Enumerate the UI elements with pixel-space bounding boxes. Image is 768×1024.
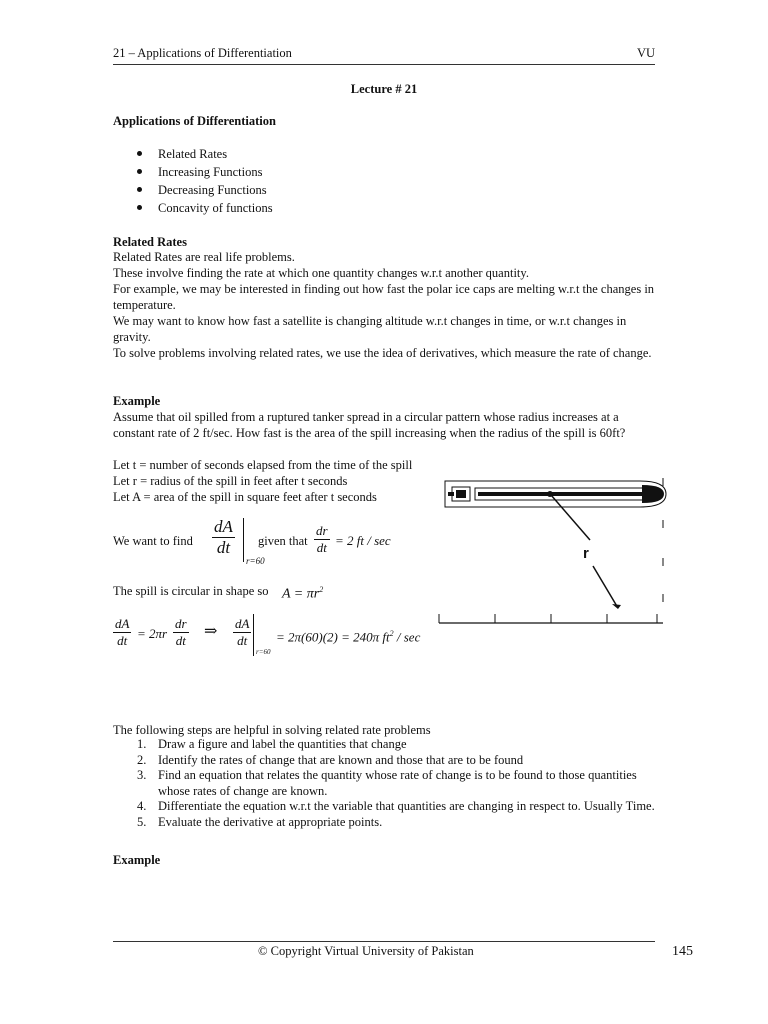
subscript-r60: r=60 [246,556,265,566]
frac-num: dA [115,616,130,631]
result-equation [276,626,420,645]
implies-arrow: ⇒ [204,623,218,640]
frac-den: dt [117,633,128,648]
frac-num: dr [316,523,328,538]
list-item [113,815,661,831]
step-number: 1. [137,737,147,751]
subscript-r60: r=60 [256,648,271,656]
example-problem: Assume that oil spilled from a ruptured tanker spread in a circular pattern whose radius increases at a constant rate of 2 ft/sec. How fast is the area of the spill increasing when the radius of the spill is 60ft? [113,410,626,440]
step-number: 3. [137,768,147,782]
radius-line-lower [593,566,618,608]
tanker-figure [430,468,668,630]
rate-given: = 2 ft / sec [335,533,391,548]
step-text: Evaluate the derivative at appropriate points. [158,814,383,829]
frac-den: dt [175,633,186,648]
frac-num: dA [214,517,233,536]
step-text: Identify the rates of change that are known and those that are to be found [158,752,524,767]
footer-rule [113,941,655,942]
dr-dt-fraction [314,523,330,556]
frac-den: dt [216,538,231,557]
step-text: Draw a figure and label the quantities that change [158,737,407,751]
footer-copyright: © Copyright Virtual University of Pakistan [258,944,474,958]
running-header [113,46,655,61]
result-right: / sec [393,629,421,645]
example-heading-2: Example [113,853,161,867]
let-a: Let A = area of the spill in square feet after t seconds [113,490,377,504]
want-to-find-text: We want to find [113,534,193,548]
page-number: 145 [672,944,693,959]
area-exponent: 2 [319,585,324,594]
steps-intro: The following steps are helpful in solving related rate problems [113,723,431,737]
header-title: 21 – Applications of Differentiation [113,46,292,60]
list-item: Increasing Functions [113,163,273,181]
header-vu: VU [636,46,655,60]
header-rule [113,64,655,65]
list-item: Concavity of functions [113,199,273,217]
step-number: 4. [137,799,147,813]
paragraph: Related Rates are real life problems. [113,250,295,264]
list-item: Decreasing Functions [113,181,273,199]
list-item [113,737,661,753]
tanker-deck-line [478,492,653,496]
result-exponent: 2 [389,629,394,638]
dA-dt-chain-fraction [113,616,131,649]
frac-num: dA [235,616,250,631]
frac-den: dt [316,540,327,555]
area-formula [282,582,323,603]
frac-den: dt [237,633,248,648]
list-item [113,768,661,799]
spill-circular-text: The spill is circular in shape so [113,584,269,598]
step-number: 5. [137,814,147,829]
given-that-text: given that [258,534,308,548]
chain-rhs: = 2πr [137,626,168,641]
section-title: Applications of Differentiation [113,114,276,128]
paragraph: These involve finding the rate at which one quantity changes w.r.t another quantity. [113,266,529,280]
steps-list [113,737,661,830]
let-t: Let t = number of seconds elapsed from the time of the spill [113,458,413,472]
step-number: 2. [137,752,147,767]
paragraph: We may want to know how fast a satellite is changing altitude w.r.t changes in time, or w.r.t changes in gravity. [113,314,627,344]
dA-dt-fraction [212,517,235,558]
dA-dt-eval-fraction [233,616,251,649]
step-text: Find an equation that relates the quantity whose rate of change is to be found to those quantities whose rates of change are known. [158,768,637,798]
lecture-title: Lecture # 21 [350,82,418,96]
example-heading: Example [113,394,161,408]
evaluation-bar [243,518,244,562]
radius-arrowhead [612,604,621,609]
tanker-stern-block [456,490,466,498]
paragraph: For example, we may be interested in finding out how fast the polar ice caps are melting w.r.t the changes in temperature. [113,282,655,312]
evaluation-bar [253,614,254,656]
paragraph: To solve problems involving related rates, we use the idea of derivatives, which measure the rate of change. [113,346,652,360]
step-text: Differentiate the equation w.r.t the variable that quantities are changing in respect to. Usually Time. [158,799,655,813]
let-r: Let r = radius of the spill in feet after t seconds [113,474,348,488]
dr-dt-chain-fraction [173,616,189,649]
area-formula-text: A = πr [282,586,320,602]
related-rates-heading: Related Rates [113,235,187,249]
radius-label: r [583,545,589,562]
list-item: Related Rates [113,145,273,163]
topic-list [113,145,273,217]
list-item [113,753,661,769]
list-item [113,799,661,815]
tanker-rudder [448,492,454,496]
frac-num: dr [175,616,187,631]
result-left: = 2π(60)(2) = 240π ft [276,629,390,645]
